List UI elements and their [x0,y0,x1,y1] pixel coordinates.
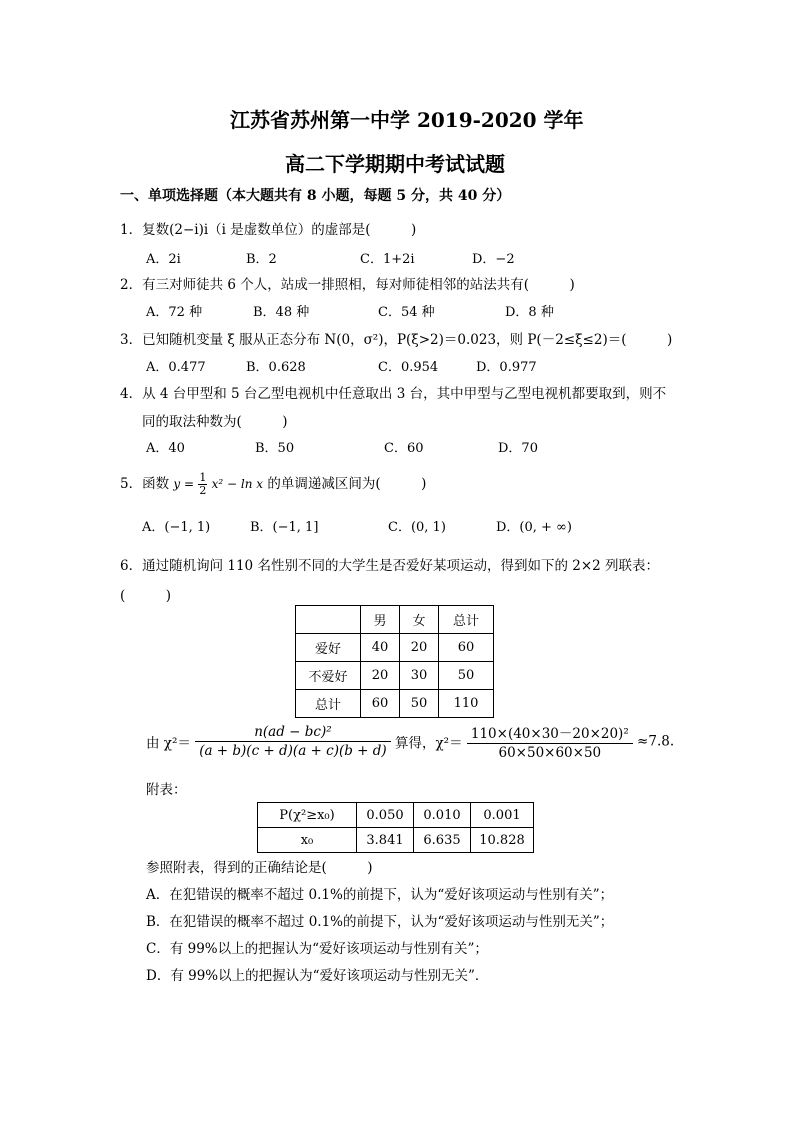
table-cell: 爱好 [296,634,361,662]
table-row [296,606,494,634]
contingency-table [295,605,494,718]
table-cell: 0.001 [471,803,534,828]
table-row [258,803,534,828]
table-cell: 0.050 [357,803,414,828]
question-3-option-d: D．0.977 [476,360,537,375]
question-5-suffix: 的单调递减区间为( ) [267,476,427,492]
table-cell: 20 [400,634,439,662]
question-1-option-a: A．2i [146,252,181,267]
question-4-option-c: C．60 [384,441,424,456]
table-cell: 60 [439,634,494,662]
table-cell: P(χ²≥x₀) [258,803,357,828]
question-5-option-a: A．(−1, 1) [142,520,211,535]
table-cell: 10.828 [471,828,534,853]
table-cell: 60 [361,690,400,718]
table-cell: 3.841 [357,828,414,853]
table-cell: 0.010 [414,803,471,828]
formula-mid: 算得，χ²＝ [394,735,463,752]
question-2-option-b: B．48 种 [253,305,310,320]
appendix-label: 附表： [146,782,187,798]
appendix-table [257,802,534,853]
question-1-option-c: C．1+2i [360,252,415,267]
table-row [296,662,494,690]
title-line-2: 高二下学期期中考试试题 [285,152,505,176]
formula-numerator: n(ad − bc)² [195,724,391,742]
question-5-frac-num: 1 [199,471,207,484]
table-cell: 50 [439,662,494,690]
conclusion-option-d: D．有 99%以上的把握认为“爱好该项运动与性别无关”． [146,968,489,984]
question-5-option-d: D．(0, + ∞) [496,520,572,535]
table-cell: 110 [439,690,494,718]
calc-numerator: 110×(40×30－20×20)² [467,722,633,744]
question-5-fraction [198,472,207,497]
question-4-stem-line-2: 同的取法种数为( ) [142,414,288,430]
question-2-option-a: A．72 种 [146,305,203,320]
question-5-option-b: B．(−1, 1] [250,520,319,535]
question-4-stem-line-1: 4．从 4 台甲型和 5 台乙型电视机中任意取出 3 台，其中甲型与乙型电视机都要取到，则不 [120,386,667,402]
conclusion-stem: 参照附表，得到的正确结论是( ) [146,860,373,876]
title-line-1: 江苏省苏州第一中学 2019-2020 学年 [230,108,584,132]
question-1-option-b: B．2 [246,252,277,267]
conclusion-option-c: C．有 99%以上的把握认为“爱好该项运动与性别有关”； [146,941,488,957]
question-2-stem: 2．有三对师徒共 6 个人，站成一排照相，每对师徒相邻的站法共有( ) [120,277,575,293]
question-3-option-a: A．0.477 [146,360,206,375]
formula-fraction [195,724,391,759]
formula-denominator: (a + b)(c + d)(a + c)(b + d) [199,743,387,759]
section-heading: 一、单项选择题（本大题共有 8 小题，每题 5 分，共 40 分） [120,188,511,204]
calc-denominator: 60×50×60×50 [498,745,602,761]
table-cell: 20 [361,662,400,690]
question-5-frac-den: 2 [199,484,207,497]
question-6-paren: ( ) [120,588,172,604]
table-row [296,690,494,718]
table-cell: 50 [400,690,439,718]
table-cell: 6.635 [414,828,471,853]
question-1-stem: 1．复数(2−i)i（i 是虚数单位）的虚部是( ) [120,222,417,238]
question-3-option-b: B．0.628 [246,360,306,375]
question-2-option-d: D．8 种 [505,305,554,320]
calc-fraction [467,722,633,761]
table-cell: 男 [361,606,400,634]
formula-prefix: 由 χ²＝ [146,735,191,752]
question-3-stem: 3．已知随机变量 ξ 服从正态分布 N(0，σ²)，P(ξ>2)＝0.023，则 P(－2≤ξ≤2)＝( ) [120,332,673,348]
question-5-func-lhs: y = [173,477,195,491]
question-2-option-c: C．54 种 [378,305,435,320]
question-5-option-c: C．(0, 1) [388,520,446,535]
table-cell: 40 [361,634,400,662]
question-4-option-a: A．40 [146,441,185,456]
calc-result: ≈7.8. [637,733,675,750]
question-1-option-d: D．−2 [472,252,515,267]
table-cell: 总计 [296,690,361,718]
table-row [296,634,494,662]
chi-square-formula [146,722,674,761]
conclusion-option-b: B．在犯错误的概率不超过 0.1%的前提下，认为“爱好该项运动与性别无关”； [146,914,614,930]
question-5-func-rhs: x² − ln x [211,477,264,491]
table-cell: 女 [400,606,439,634]
table-cell: x₀ [258,828,357,853]
table-row [258,828,534,853]
table-cell: 不爱好 [296,662,361,690]
conclusion-option-a: A．在犯错误的概率不超过 0.1%的前提下，认为“爱好该项运动与性别有关”； [146,887,614,903]
table-cell: 总计 [439,606,494,634]
question-4-option-b: B．50 [255,441,295,456]
question-3-option-c: C．0.954 [378,360,439,375]
question-5-stem [120,470,426,498]
question-6-stem: 6．通过随机询问 110 名性别不同的大学生是否爱好某项运动，得到如下的 2×2 列联表： [120,558,660,574]
table-cell [296,606,361,634]
table-cell: 30 [400,662,439,690]
question-4-option-d: D．70 [498,441,538,456]
question-5-prefix: 5．函数 [120,476,170,492]
